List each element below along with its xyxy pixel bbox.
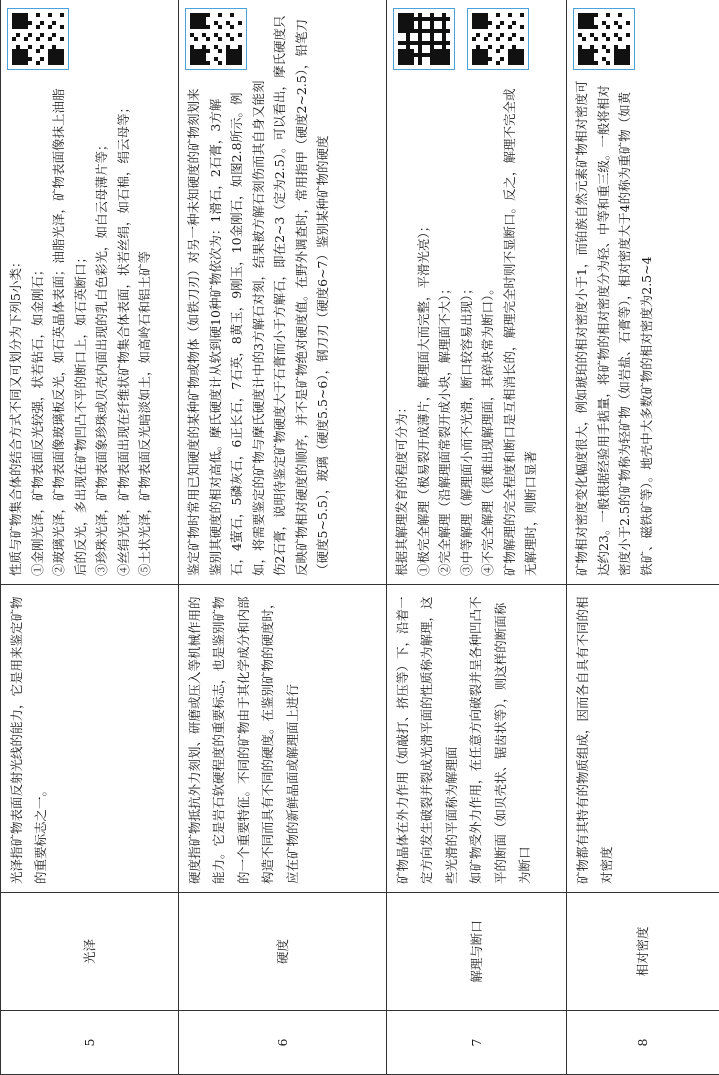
property-details [179, 0, 387, 585]
detail-line: ②玻璃光泽，矿物表面像玻璃板反光，如石英晶体表面；油脂光泽，矿物表面像抹上油脂后的反光，多出现在矿物凹凸不平的断口上，如石英断口； [51, 88, 88, 576]
table-row [1, 0, 179, 1075]
property-definition: 硬度指矿物抵抗外力刻划、研磨或压入等机械作用的能力。它是岩石软硬程度的重要标志，也是鉴别矿物的一个重要特征。不同的矿物由于其化学成分和内部构造不同而具有不同的硬度。在鉴别矿物的硬度时，应在矿物的新鲜晶面或解理面上进行 [179, 585, 387, 893]
detail-line: 矿物解理的完全程度和断口是互相消长的，解理完全时则不显断口。反之，解理不完全或无解理时，则断口显著 [501, 88, 538, 576]
detail-line: 根据其解理发育的程度可分为： [394, 400, 409, 576]
qr-code-icon[interactable] [573, 8, 635, 70]
qr-code-group [185, 8, 247, 70]
detail-line: ②完全解理（沿解理面常裂开成小块，解理面不大）； [437, 282, 452, 576]
detail-line: ①金刚光泽，矿物表面反光较强，状若钻石，如金刚石； [29, 263, 45, 576]
property-details [387, 0, 567, 585]
detail-line: ①极完全解理（极易裂开成薄片，解理面大而完整，平滑光亮）； [415, 219, 431, 576]
row-number: 8 [567, 1011, 719, 1075]
table-row [567, 0, 719, 1075]
detail-line: ⑤土状光泽，矿物表面反光暗淡如土，如高岭石和铝土矿等 [137, 250, 152, 576]
qr-code-icon[interactable] [185, 8, 247, 70]
table-row [387, 0, 567, 1075]
qr-code-icon[interactable] [393, 8, 455, 70]
detail-line: ③中等解理（解理面小而不光滑，断口较容易出现）； [458, 282, 474, 576]
property-details [567, 0, 719, 585]
detail-line: 性质与矿物集合体的结合方式不同又可划分为下列5小类： [8, 255, 23, 576]
property-name: 解理与断口 [387, 893, 567, 1011]
qr-code-group [7, 8, 69, 70]
qr-code-group [393, 8, 529, 70]
row-number: 6 [179, 1011, 387, 1075]
qr-code-icon[interactable] [467, 8, 529, 70]
detail-line: ④不完全解理（很难出现解理面，其碎块常为断口）。 [480, 282, 495, 576]
property-definition: 光泽指矿物表面反射光线的能力，它是用来鉴定矿物的重要标志之一。 [1, 585, 179, 893]
table-row [179, 0, 387, 1075]
detail-line: 鉴定矿物时常用已知硬度的某种矿物或物体（如铁刀刃）对另一种未知硬度的矿物刻划来鉴别其硬度的相对高低。摩氏硬度计从软到硬10种矿物依次为：1滑石，2石膏，3方解石，4萤石，5磷灰石，6正长石，7石英，8黄玉，9刚玉，10金刚石，如图2.8所示。例如，将需要鉴定的矿物与摩氏硬度计中的3方解石对刻，结果被方解石刻伤而其自身又能刻伤2石膏，说明待鉴定矿物硬度大于石膏而小于方解石，即在2~3（定为2.5）。可以看出，摩氏硬度只反映矿物相对硬度的顺序，并不是矿物绝对硬度值。在野外调查时，常用指甲（硬度2~2.5），铅笔刀（硬度5~5.5），玻璃（硬度5.5~6），钢刀刃（硬度6~7）鉴别某种矿物的硬度 [186, 15, 330, 576]
property-details [1, 0, 179, 585]
property-definition: 矿物都有其特有的物质组成，因而各自具有不同的相对密度 [567, 585, 719, 893]
property-name: 光泽 [1, 893, 179, 1011]
qr-code-icon[interactable] [7, 8, 69, 70]
property-name: 相对密度 [567, 893, 719, 1011]
detail-line: 矿物相对密度变化幅度很大，例如琥珀的相对密度小于1，而铂族自然元素矿物相对密度可达约23。一般根据经验用手掂量，将矿物的相对密度分为轻、中等和重三级。一般将相对密度小于2.5的矿物称为轻矿物（如岩盐、石膏等），相对密度大于4的称为重矿物（如黄铁矿、磁铁矿等）。地壳中大多数矿物的相对密度为2.5~4 [574, 80, 654, 576]
property-name: 硬度 [179, 893, 387, 1011]
row-number: 7 [387, 1011, 567, 1075]
property-definition: 矿物晶体在外力作用（如敲打、挤压等）下，沿着一定方向发生破裂并裂成光滑平面的性质称为解理，这些光滑的平面称为解理面 如矿物受外力作用，在任意方向破裂并呈各种凹凸不平的断面（如贝壳状、锯齿状等），则这样的断面称为断口 [387, 585, 567, 893]
qr-code-group [573, 8, 635, 70]
row-number: 5 [1, 1011, 179, 1075]
detail-line: ④丝绢光泽，矿物表面出现在纤维状矿物集合体表面，状若丝绢，如石棉，绢云母等； [115, 100, 131, 576]
detail-line: ③珍珠光泽，矿物表面象珍珠或贝壳内面出现的乳白色彩光，如白云母薄片等； [94, 138, 109, 576]
